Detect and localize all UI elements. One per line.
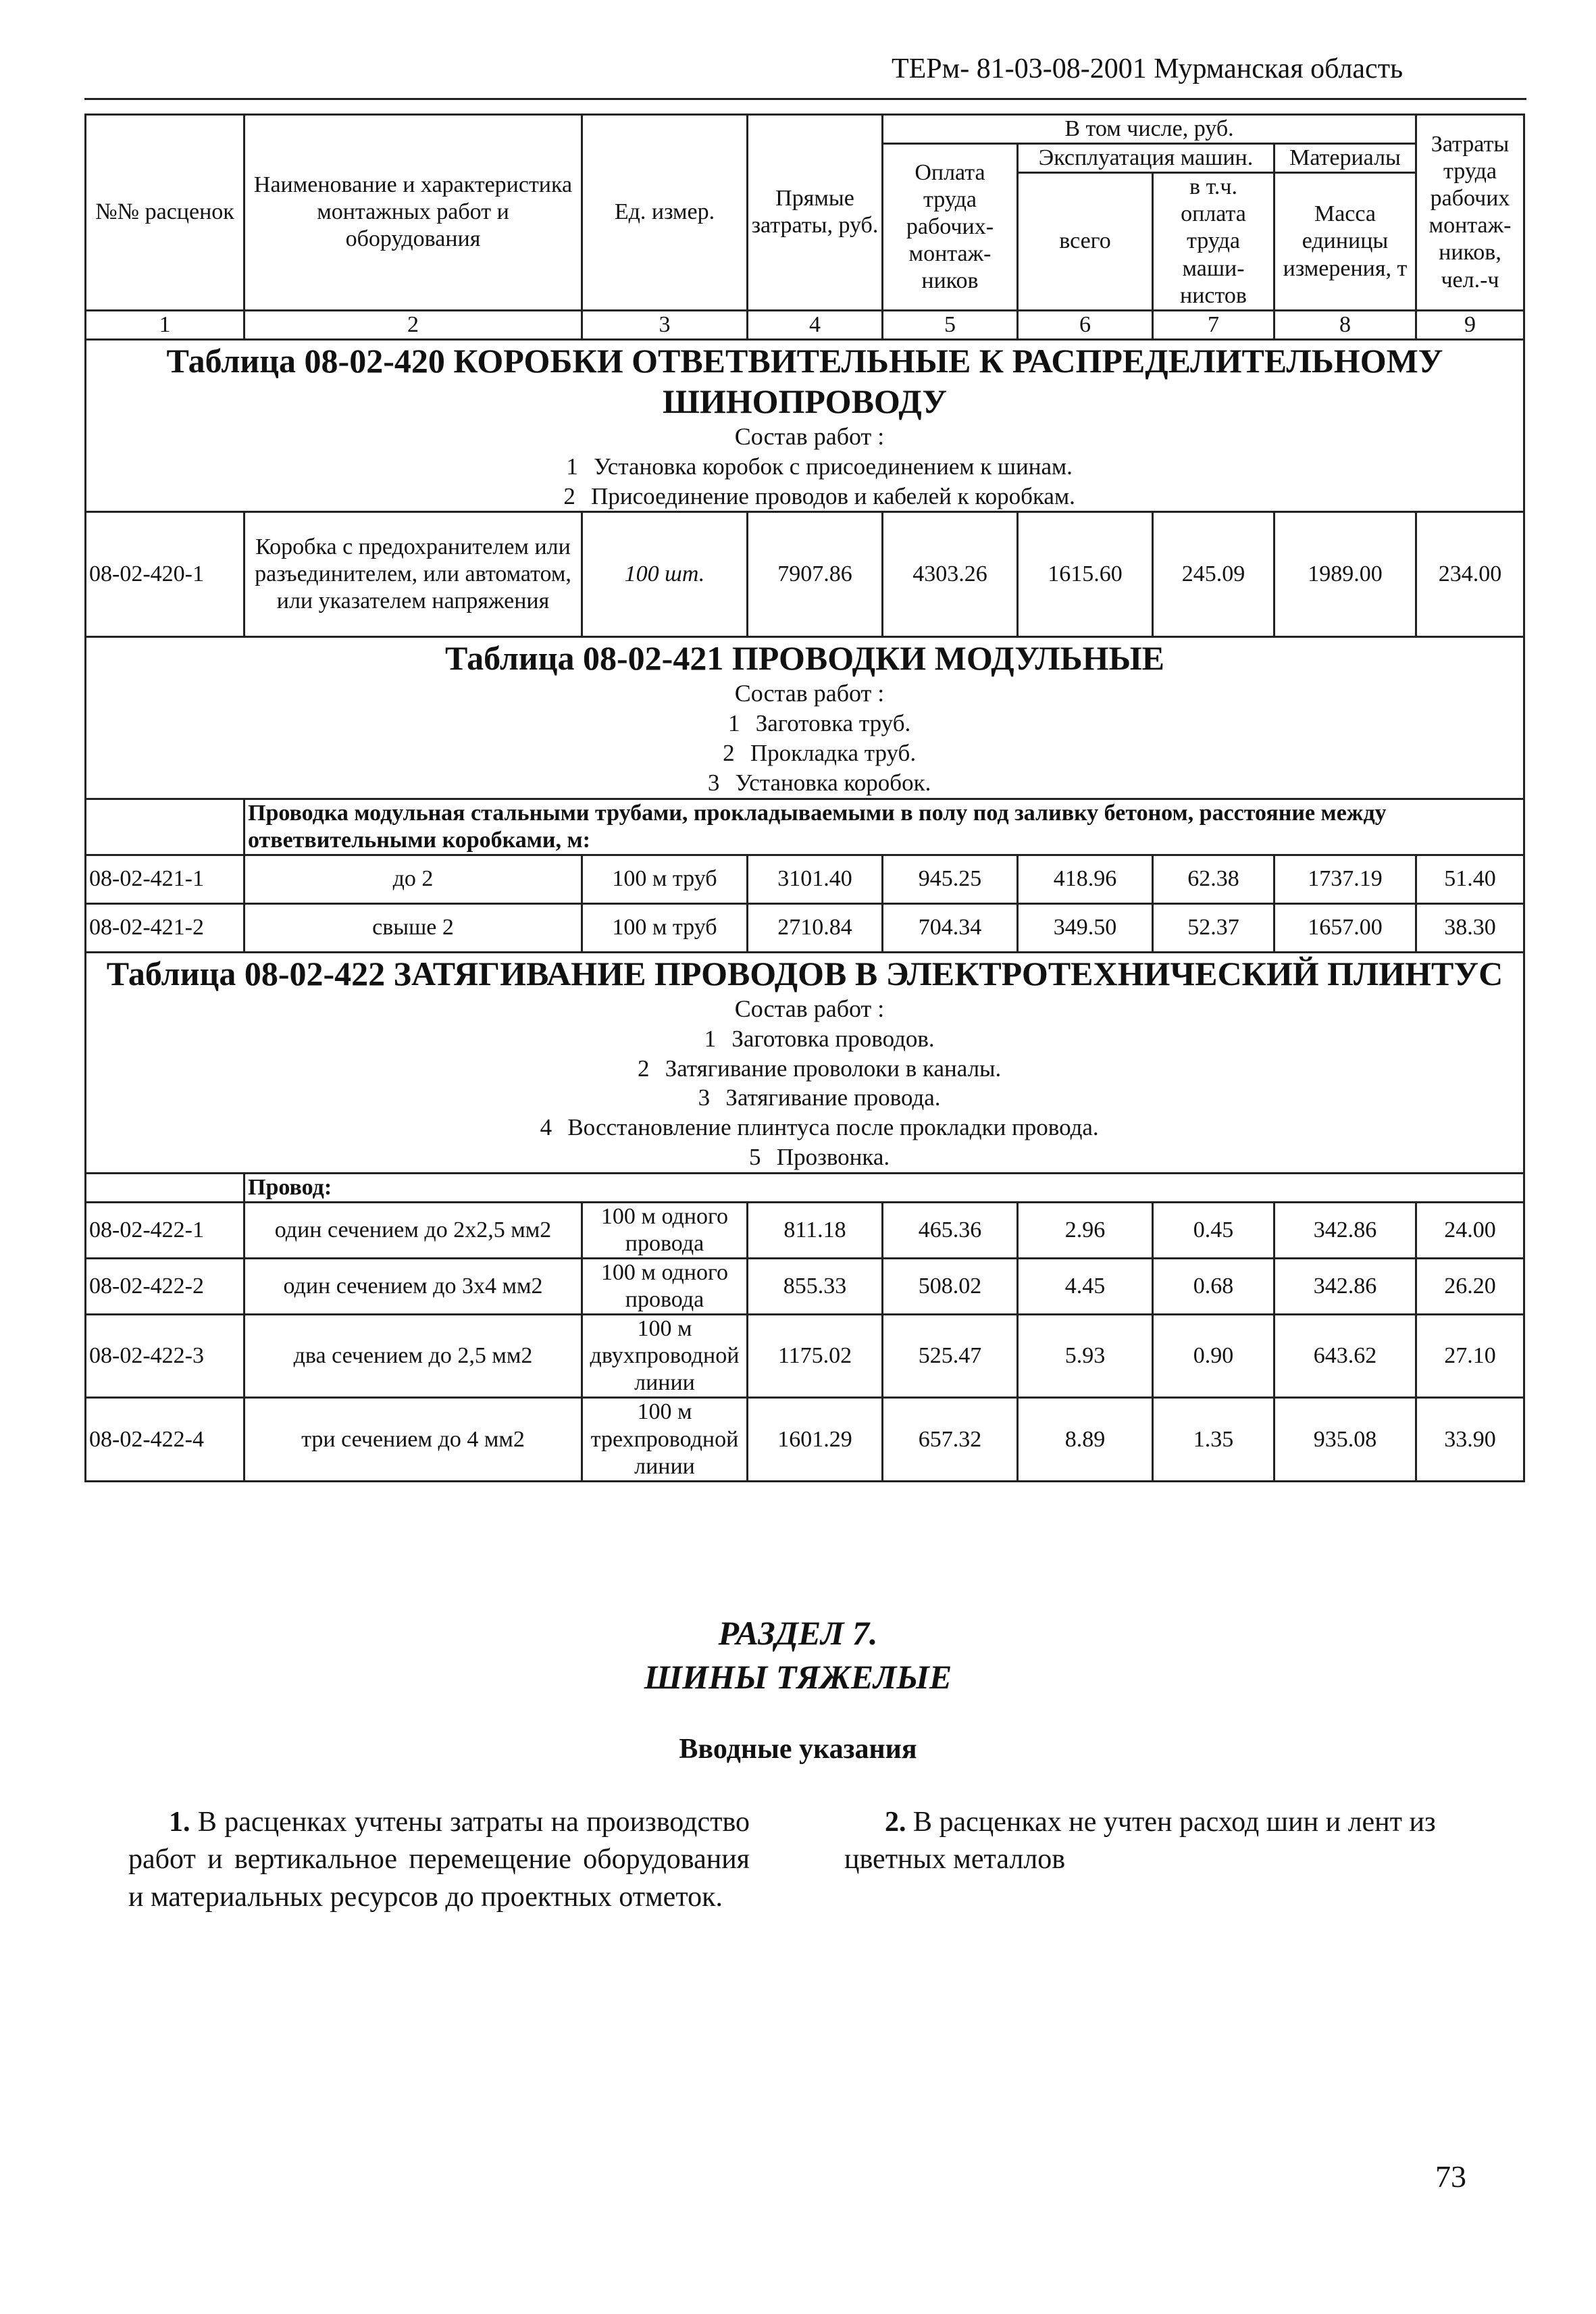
work-step-number: 3 <box>707 769 720 796</box>
unit-of-measure: 100 м одного провода <box>582 1202 748 1258</box>
work-name: один сечением до 3х4 мм2 <box>244 1258 582 1314</box>
table-420-title: Таблица 08-02-420 КОРОБКИ ОТВЕТВИТЕЛЬНЫЕ К РАСПРЕДЕЛИТЕЛЬНОМУ ШИНОПРОВОДУ <box>166 341 1443 420</box>
work-step-text: Прокладка труб. <box>750 740 917 767</box>
column-number: 6 <box>1018 310 1153 339</box>
unit-of-measure: 100 м двухпроводной линии <box>582 1315 748 1398</box>
rate-code: 08-02-422-4 <box>86 1398 244 1481</box>
machinist-pay-value: 0.68 <box>1153 1258 1275 1314</box>
header-work-name: Наименование и характеристика монтажных работ и оборудования <box>244 115 582 311</box>
paragraph-text: В расценках не учтен расход шин и лент из цветных металлов <box>844 1807 1436 1876</box>
work-step-text: Затягивание провода. <box>725 1084 941 1111</box>
column-number: 5 <box>883 310 1018 339</box>
materials-value: 1737.19 <box>1275 855 1416 903</box>
header-direct-costs: Прямые затраты, руб. <box>748 115 883 311</box>
table-row <box>86 903 1524 952</box>
materials-value: 342.86 <box>1275 1258 1416 1314</box>
header-unit-mass: Масса единицы измерения, т <box>1275 173 1416 311</box>
work-step-text: Установка коробок. <box>735 769 931 796</box>
labor-pay-value: 508.02 <box>883 1258 1018 1314</box>
table-row <box>86 855 1524 903</box>
column-number: 3 <box>582 310 748 339</box>
labor-hours-value: 24.00 <box>1416 1202 1524 1258</box>
machines-total-value: 4.45 <box>1018 1258 1153 1314</box>
labor-hours-value: 234.00 <box>1416 512 1524 637</box>
machinist-pay-value: 245.09 <box>1153 512 1275 637</box>
unit-of-measure: 100 м одного провода <box>582 1258 748 1314</box>
work-step-number: 1 <box>566 453 578 480</box>
header-rule <box>84 98 1526 100</box>
header-rate-number: №№ расценок <box>86 115 244 311</box>
column-number: 8 <box>1275 310 1416 339</box>
table-421-title: Таблица 08-02-421 ПРОВОДКИ МОДУЛЬНЫЕ <box>444 639 1164 678</box>
direct-costs-value: 3101.40 <box>748 855 883 903</box>
table-421-subheader-row <box>86 799 1524 855</box>
work-step <box>89 452 1520 482</box>
work-step-text: Присоединение проводов и кабелей к коробкам. <box>591 482 1075 509</box>
work-name: свыше 2 <box>244 903 582 952</box>
table-row <box>86 1398 1524 1481</box>
work-step <box>89 1054 1520 1084</box>
direct-costs-value: 1601.29 <box>748 1398 883 1481</box>
header-labor-hours: Затраты труда рабочих монтаж-ников, чел.-ч <box>1416 115 1524 311</box>
labor-pay-value: 465.36 <box>883 1202 1018 1258</box>
rate-code: 08-02-421-2 <box>86 903 244 952</box>
work-step <box>89 1083 1520 1113</box>
table-row <box>86 1315 1524 1398</box>
header-including-group: В том числе, руб. <box>883 115 1416 144</box>
intro-paragraph-1 <box>128 1804 750 1916</box>
work-step-number: 5 <box>749 1143 761 1170</box>
rates-table <box>84 114 1525 1482</box>
unit-of-measure: 100 м труб <box>582 903 748 952</box>
machinist-pay-value: 62.38 <box>1153 855 1275 903</box>
header-materials-group: Материалы <box>1275 144 1416 173</box>
table-422-composition-label: Состав работ : <box>734 995 885 1022</box>
work-step <box>89 1142 1520 1172</box>
labor-pay-value: 704.34 <box>883 903 1018 952</box>
document-header: ТЕРм- 81-03-08-2001 Мурманская область <box>892 53 1404 84</box>
table-row <box>86 1202 1524 1258</box>
machines-total-value: 418.96 <box>1018 855 1153 903</box>
intro-paragraph-2 <box>844 1804 1452 1879</box>
work-step <box>89 1024 1520 1054</box>
table-row <box>86 1258 1524 1314</box>
table-420-composition-label: Состав работ : <box>734 422 885 450</box>
table-420-heading-row <box>86 339 1524 512</box>
table-header-row <box>86 115 1524 144</box>
rate-code: 08-02-422-1 <box>86 1202 244 1258</box>
machinist-pay-value: 0.45 <box>1153 1202 1275 1258</box>
work-step <box>89 709 1520 738</box>
work-name: до 2 <box>244 855 582 903</box>
rate-code: 08-02-420-1 <box>86 512 244 637</box>
machines-total-value: 5.93 <box>1018 1315 1153 1398</box>
work-step-text: Восстановление плинтуса после прокладки провода. <box>567 1114 1099 1141</box>
page-number: 73 <box>1435 2159 1466 2194</box>
materials-value: 1989.00 <box>1275 512 1416 637</box>
table-422-title: Таблица 08-02-422 ЗАТЯГИВАНИЕ ПРОВОДОВ В ЭЛЕКТРОТЕХНИЧЕСКИЙ ПЛИНТУС <box>106 954 1503 992</box>
work-step-number: 1 <box>704 1025 717 1052</box>
section-title: ШИНЫ ТЯЖЕЛЫЕ <box>644 1658 952 1696</box>
work-step-number: 3 <box>698 1084 711 1111</box>
table-422-heading-row <box>86 952 1524 1173</box>
rate-code: 08-02-422-2 <box>86 1258 244 1314</box>
rate-code: 08-02-422-3 <box>86 1315 244 1398</box>
direct-costs-value: 1175.02 <box>748 1315 883 1398</box>
work-step-number: 4 <box>540 1114 552 1141</box>
column-number-row <box>86 310 1524 339</box>
work-name: два сечением до 2,5 мм2 <box>244 1315 582 1398</box>
machines-total-value: 1615.60 <box>1018 512 1153 637</box>
direct-costs-value: 855.33 <box>748 1258 883 1314</box>
work-step-text: Заготовка проводов. <box>731 1025 935 1052</box>
work-name: три сечением до 4 мм2 <box>244 1398 582 1481</box>
table-422-subheader: Провод: <box>244 1173 1524 1202</box>
machines-total-value: 8.89 <box>1018 1398 1153 1481</box>
work-step-number: 2 <box>723 740 735 767</box>
work-step-text: Установка коробок с присоединением к шинам. <box>594 453 1073 480</box>
direct-costs-value: 811.18 <box>748 1202 883 1258</box>
table-421-composition-label: Состав работ : <box>734 680 885 707</box>
unit-of-measure: 100 м труб <box>582 855 748 903</box>
paragraph-number: 1. <box>169 1807 190 1838</box>
materials-value: 1657.00 <box>1275 903 1416 952</box>
materials-value: 935.08 <box>1275 1398 1416 1481</box>
labor-pay-value: 945.25 <box>883 855 1018 903</box>
machinist-pay-value: 52.37 <box>1153 903 1275 952</box>
work-step-number: 2 <box>637 1055 650 1082</box>
table-row <box>86 512 1524 637</box>
work-step-text: Заготовка труб. <box>755 710 911 737</box>
intro-heading: Вводные указания <box>679 1734 917 1765</box>
table-422-subheader-row <box>86 1173 1524 1202</box>
header-unit: Ед. измер. <box>582 115 748 311</box>
machines-total-value: 2.96 <box>1018 1202 1153 1258</box>
machinist-pay-value: 0.90 <box>1153 1315 1275 1398</box>
column-number: 4 <box>748 310 883 339</box>
work-step <box>89 1113 1520 1142</box>
column-number: 9 <box>1416 310 1524 339</box>
work-name: Коробка с предохранителем или разъединителем, или автоматом, или указателем напряжения <box>244 512 582 637</box>
work-step-number: 1 <box>727 710 740 737</box>
section-heading <box>0 1611 1596 1699</box>
section-number: РАЗДЕЛ 7. <box>718 1614 878 1652</box>
column-number: 2 <box>244 310 582 339</box>
labor-hours-value: 38.30 <box>1416 903 1524 952</box>
unit-of-measure: 100 шт. <box>582 512 748 637</box>
header-machines-group: Эксплуатация машин. <box>1018 144 1275 173</box>
paragraph-text: В расценках учтены затраты на производство работ и вертикальное перемещение оборудования и материальных ресурсов до проектных отметок. <box>128 1807 750 1913</box>
unit-of-measure: 100 м трехпроводной линии <box>582 1398 748 1481</box>
column-number: 1 <box>86 310 244 339</box>
materials-value: 643.62 <box>1275 1315 1416 1398</box>
direct-costs-value: 2710.84 <box>748 903 883 952</box>
work-step <box>89 768 1520 798</box>
labor-hours-value: 26.20 <box>1416 1258 1524 1314</box>
header-labor-pay: Оплата труда рабочих-монтаж-ников <box>883 144 1018 311</box>
work-step <box>89 738 1520 768</box>
work-step-number: 2 <box>563 482 575 509</box>
header-machines-total: всего <box>1018 173 1153 311</box>
table-421-subheader: Проводка модульная стальными трубами, прокладываемыми в полу под заливку бетоном, расстояние между ответвительными коробками, м: <box>244 799 1524 855</box>
table-421-heading-row <box>86 637 1524 799</box>
labor-hours-value: 33.90 <box>1416 1398 1524 1481</box>
direct-costs-value: 7907.86 <box>748 512 883 637</box>
work-name: один сечением до 2х2,5 мм2 <box>244 1202 582 1258</box>
labor-pay-value: 657.32 <box>883 1398 1018 1481</box>
column-number: 7 <box>1153 310 1275 339</box>
labor-hours-value: 51.40 <box>1416 855 1524 903</box>
labor-pay-value: 4303.26 <box>883 512 1018 637</box>
machinist-pay-value: 1.35 <box>1153 1398 1275 1481</box>
rate-code: 08-02-421-1 <box>86 855 244 903</box>
work-step <box>89 482 1520 511</box>
labor-hours-value: 27.10 <box>1416 1315 1524 1398</box>
machines-total-value: 349.50 <box>1018 903 1153 952</box>
header-machinist-pay: в т.ч. оплата труда маши-нистов <box>1153 173 1275 311</box>
work-step-text: Прозвонка. <box>776 1143 890 1170</box>
work-step-text: Затягивание проволоки в каналы. <box>665 1055 1002 1082</box>
materials-value: 342.86 <box>1275 1202 1416 1258</box>
labor-pay-value: 525.47 <box>883 1315 1018 1398</box>
paragraph-number: 2. <box>885 1807 906 1838</box>
rates-table-wrapper <box>84 114 1523 1482</box>
